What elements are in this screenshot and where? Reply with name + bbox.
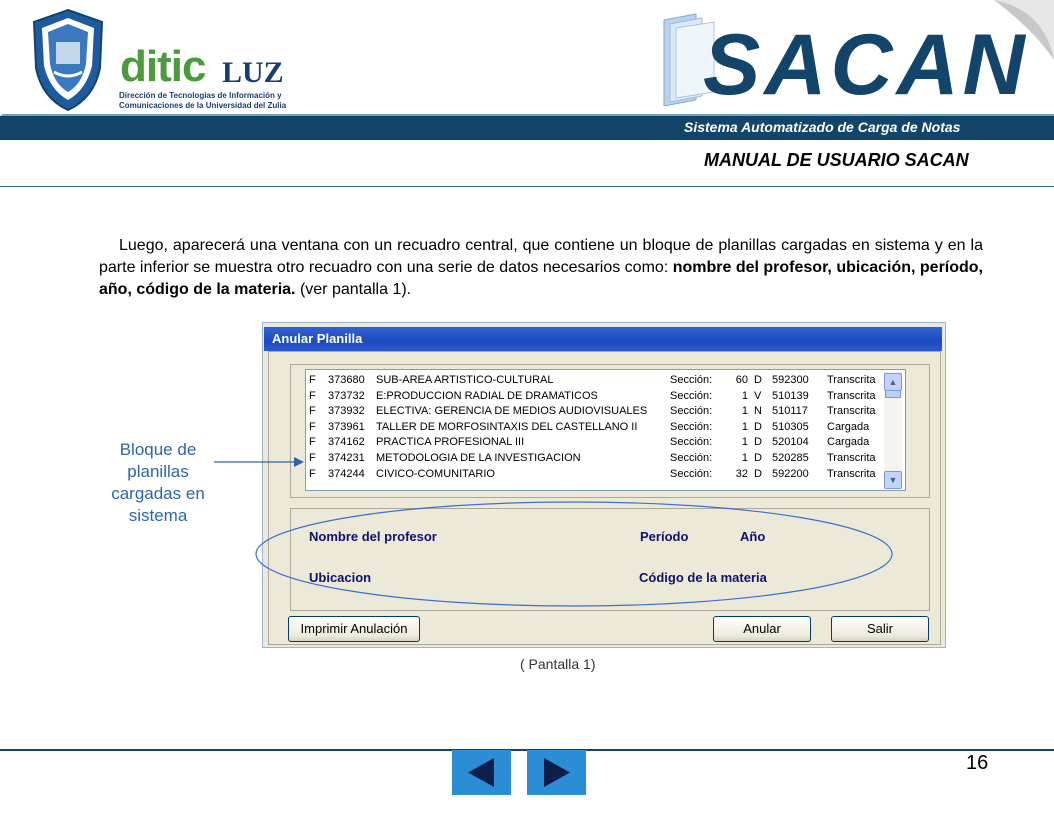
- label-anio: Año: [740, 529, 766, 544]
- row-number: 510305: [772, 420, 809, 433]
- paragraph-bold: nombre del profesor, ubicación, período, año, código de la materia.: [99, 259, 984, 298]
- previous-page-icon: [452, 750, 511, 795]
- list-item[interactable]: [306, 436, 888, 452]
- annotation-arrow-icon: [214, 455, 304, 469]
- row-section-label: Sección:: [670, 405, 713, 418]
- row-number: 520104: [772, 436, 809, 449]
- row-code: 374162: [328, 436, 365, 449]
- row-name: SUB-AREA ARTISTICO-CULTURAL: [376, 374, 554, 386]
- annotation-label: Bloque de planillas cargadas en sistema: [111, 440, 205, 525]
- row-section-letter: D: [754, 420, 762, 433]
- label-periodo: Período: [640, 529, 689, 544]
- row-section-letter: D: [754, 374, 762, 386]
- row-section-letter: N: [754, 405, 762, 418]
- row-section-letter: D: [754, 467, 762, 480]
- paragraph-tail: (ver pantalla 1).: [295, 281, 412, 298]
- ditic-logo-subtitle-2: Comunicaciones de la Universidad del Zulia: [119, 101, 287, 110]
- row-status: Transcrita: [827, 374, 876, 386]
- row-status: Transcrita: [827, 389, 876, 402]
- list-item[interactable]: [306, 405, 888, 421]
- scroll-thumb[interactable]: [885, 390, 901, 398]
- row-flag: F: [309, 436, 316, 449]
- ditic-logo-subtitle-1: Dirección de Tecnologías de Información y: [119, 91, 282, 100]
- row-name: E:PRODUCCION RADIAL DE DRAMATICOS: [376, 389, 598, 402]
- row-code: 373961: [328, 420, 365, 433]
- sacan-logo: SACAN: [703, 17, 1029, 113]
- row-name: ELECTIVA: GERENCIA DE MEDIOS AUDIOVISUALES: [376, 405, 648, 418]
- paragraph-plain: Luego, aparecerá una ventana con un recuadro central, que contiene un bloque de planillas cargadas en sistema y en la parte inferior se muestra otro recuadro con una serie de datos necesarios como:: [99, 237, 983, 276]
- row-code: 373932: [328, 405, 365, 418]
- row-status: Cargada: [827, 436, 870, 449]
- row-flag: F: [309, 389, 316, 402]
- row-section-number: 1: [741, 436, 748, 449]
- row-status: Transcrita: [827, 452, 876, 464]
- intro-paragraph: [99, 235, 983, 301]
- row-status: Transcrita: [827, 467, 876, 480]
- row-flag: F: [309, 420, 316, 433]
- row-section-label: Sección:: [670, 436, 713, 449]
- highlight-ellipse: [254, 500, 894, 608]
- row-section-number: 1: [741, 405, 748, 418]
- page-number: 16: [966, 752, 989, 774]
- row-flag: F: [309, 405, 316, 418]
- row-section-label: Sección:: [670, 374, 713, 386]
- row-section-letter: D: [754, 436, 762, 449]
- row-section-label: Sección:: [670, 420, 713, 433]
- header-divider: [0, 186, 1054, 187]
- row-code: 373680: [328, 374, 365, 386]
- university-crest-icon: [28, 8, 108, 112]
- row-flag: F: [309, 467, 316, 480]
- label-profesor: Nombre del profesor: [309, 529, 437, 544]
- row-number: 510117: [772, 405, 808, 418]
- row-section-letter: D: [754, 452, 762, 464]
- row-status: Transcrita: [827, 405, 876, 418]
- ditic-logo-word: ditic: [120, 42, 206, 91]
- manual-title: MANUAL DE USUARIO SACAN: [704, 150, 969, 170]
- row-section-letter: V: [754, 389, 762, 402]
- row-section-label: Sección:: [670, 389, 713, 402]
- row-code: 374231: [328, 452, 365, 464]
- ditic-logo-luz: LUZ: [222, 56, 284, 89]
- header-band-text: Sistema Automatizado de Carga de Notas: [684, 119, 961, 135]
- figure-caption: ( Pantalla 1): [520, 656, 596, 672]
- row-section-label: Sección:: [670, 467, 713, 480]
- scroll-up-icon[interactable]: ▲: [884, 373, 902, 391]
- list-item[interactable]: [306, 374, 888, 390]
- list-scrollbar[interactable]: [884, 372, 902, 488]
- scroll-down-icon[interactable]: ▼: [884, 471, 902, 489]
- row-section-label: Sección:: [670, 452, 713, 464]
- list-item[interactable]: [306, 468, 888, 484]
- window-title: Anular Planilla: [264, 327, 942, 351]
- row-section-number: 1: [741, 452, 748, 464]
- row-name: TALLER DE MORFOSINTAXIS DEL CASTELLANO II: [376, 420, 638, 433]
- row-number: 510139: [772, 389, 809, 402]
- label-codigo-materia: Código de la materia: [639, 570, 767, 585]
- row-status: Cargada: [827, 420, 870, 433]
- row-code: 374244: [328, 467, 365, 480]
- page-curl-icon: [994, 0, 1054, 60]
- next-page-button[interactable]: [527, 750, 586, 795]
- list-item[interactable]: [306, 421, 888, 437]
- list-item[interactable]: [306, 452, 888, 468]
- row-flag: F: [309, 452, 316, 464]
- row-code: 373732: [328, 389, 365, 402]
- row-section-number: 32: [735, 467, 748, 480]
- row-number: 592300: [772, 374, 809, 386]
- exit-button[interactable]: Salir: [831, 616, 929, 642]
- label-ubicacion: Ubicacion: [309, 570, 372, 585]
- row-name: METODOLOGIA DE LA INVESTIGACION: [376, 452, 581, 464]
- planillas-list[interactable]: [305, 369, 906, 491]
- previous-page-button[interactable]: [452, 750, 511, 795]
- row-number: 592200: [772, 467, 809, 480]
- row-number: 520285: [772, 452, 809, 464]
- next-page-icon: [527, 750, 586, 795]
- print-annulment-button[interactable]: Imprimir Anulación: [288, 616, 420, 642]
- row-section-number: 1: [741, 389, 748, 402]
- annul-button[interactable]: Anular: [713, 616, 811, 642]
- row-name: CIVICO-COMUNITARIO: [376, 467, 495, 480]
- row-section-number: 1: [741, 420, 748, 433]
- list-item[interactable]: [306, 390, 888, 406]
- row-flag: F: [309, 374, 316, 386]
- row-section-number: 60: [735, 374, 748, 386]
- row-name: PRACTICA PROFESIONAL III: [376, 436, 525, 449]
